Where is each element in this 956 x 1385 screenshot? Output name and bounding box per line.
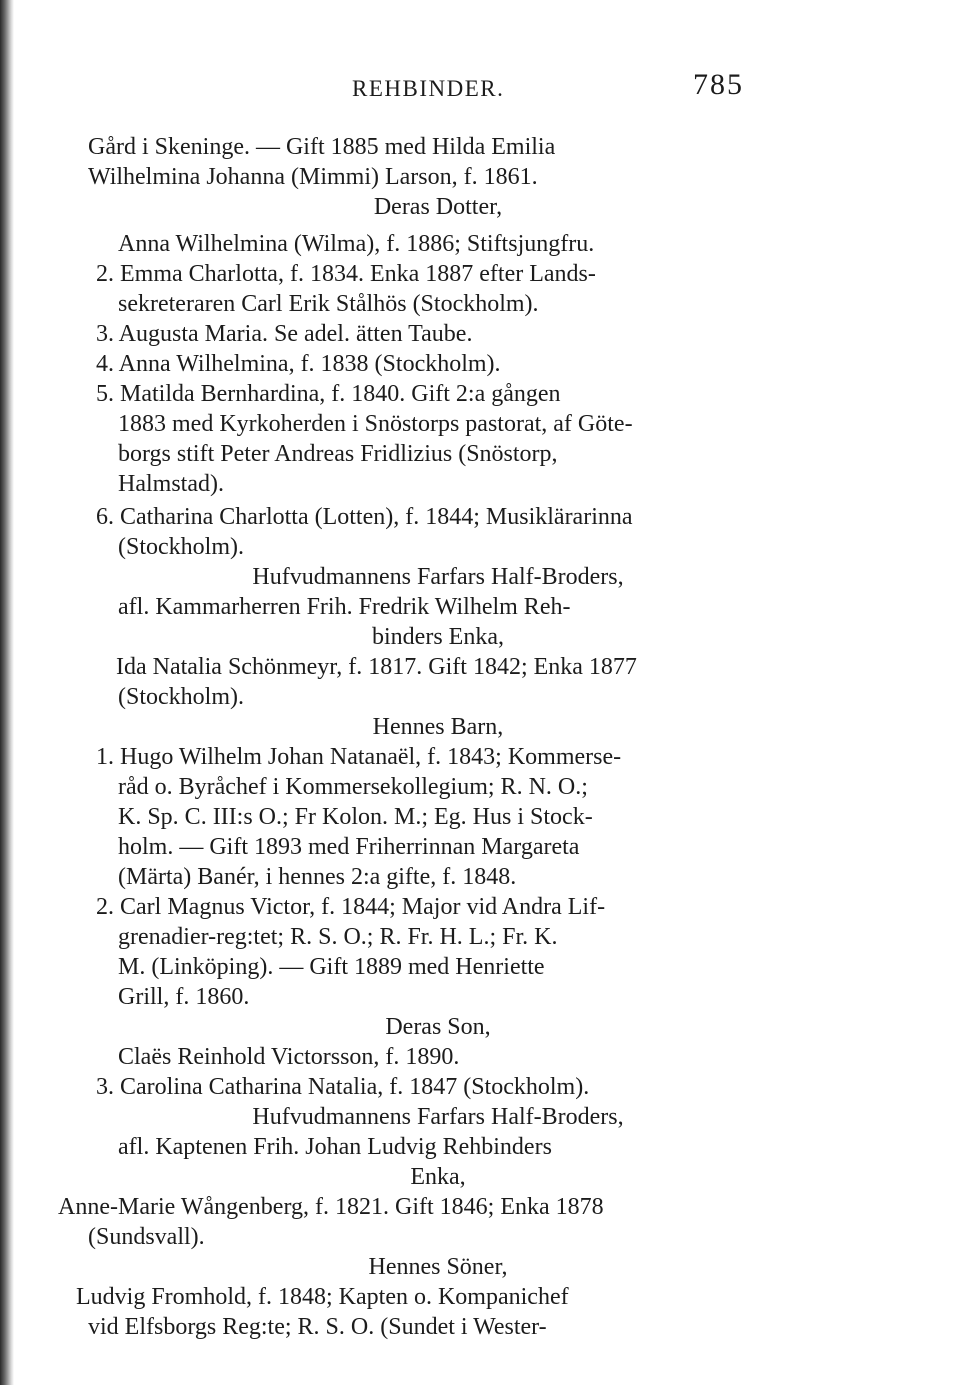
text-line: (Märta) Banér, i hennes 2:a gifte, f. 1848. <box>118 864 517 890</box>
text-line: afl. Kaptenen Frih. Johan Ludvig Rehbinders <box>118 1134 552 1160</box>
text-line: Grill, f. 1860. <box>118 984 250 1010</box>
text-line: borgs stift Peter Andreas Fridlizius (Snöstorp, <box>118 441 558 467</box>
text-line: Hufvudmannens Farfars Half-Broders, <box>252 1104 624 1130</box>
text-line: afl. Kammarherren Frih. Fredrik Wilhelm Reh- <box>118 594 571 620</box>
text-line: sekreteraren Carl Erik Stålhös (Stockholm). <box>118 291 539 317</box>
text-line: Hennes Barn, <box>372 714 504 740</box>
text-line: Ludvig Fromhold, f. 1848; Kapten o. Kompanichef <box>76 1284 569 1310</box>
text-line: 6. Catharina Charlotta (Lotten), f. 1844; Musiklärarinna <box>96 504 633 530</box>
text-line: 4. Anna Wilhelmina, f. 1838 (Stockholm). <box>96 351 501 377</box>
text-line: vid Elfsborgs Reg:te; R. S. O. (Sundet i Wester- <box>88 1314 547 1340</box>
text-line: 1. Hugo Wilhelm Johan Natanaël, f. 1843; Kommerse- <box>96 744 622 770</box>
text-line: 1883 med Kyrkoherden i Snöstorps pastorat, af Göte- <box>118 411 633 437</box>
text-line: Ida Natalia Schönmeyr, f. 1817. Gift 1842; Enka 1877 <box>116 654 637 680</box>
text-line: Deras Dotter, <box>373 194 503 220</box>
text-line: binders Enka, <box>372 624 504 650</box>
text-line: Hufvudmannens Farfars Half-Broders, <box>252 564 624 590</box>
text-line: Anne-Marie Wångenberg, f. 1821. Gift 1846; Enka 1878 <box>58 1194 604 1220</box>
page-header <box>0 68 956 108</box>
running-head: REHBINDER. <box>352 76 505 101</box>
text-line: 3. Augusta Maria. Se adel. ätten Taube. <box>96 321 473 347</box>
text-line: K. Sp. C. III:s O.; Fr Kolon. M.; Eg. Hus i Stock- <box>118 804 593 830</box>
text-line: Hennes Söner, <box>368 1254 508 1280</box>
page-binding-edge <box>0 0 14 1385</box>
text-line: Wilhelmina Johanna (Mimmi) Larson, f. 1861. <box>88 164 538 190</box>
page-number: 785 <box>693 68 744 101</box>
text-line: Enka, <box>410 1164 466 1190</box>
text-line: Halmstad). <box>118 471 224 497</box>
text-line: (Stockholm). <box>118 684 244 710</box>
text-line: Claës Reinhold Victorsson, f. 1890. <box>118 1044 460 1070</box>
text-line: 3. Carolina Catharina Natalia, f. 1847 (Stockholm). <box>96 1074 590 1100</box>
text-line: 2. Emma Charlotta, f. 1834. Enka 1887 efter Lands- <box>96 261 596 287</box>
text-line: grenadier-reg:tet; R. S. O.; R. Fr. H. L.; Fr. K. <box>118 924 558 950</box>
text-line: M. (Linköping). — Gift 1889 med Henriette <box>118 954 545 980</box>
text-line: holm. — Gift 1893 med Friherrinnan Margareta <box>118 834 580 860</box>
text-line: Anna Wilhelmina (Wilma), f. 1886; Stiftsjungfru. <box>118 231 595 257</box>
text-line: 5. Matilda Bernhardina, f. 1840. Gift 2:a gången <box>96 381 561 407</box>
text-line: Deras Son, <box>385 1014 491 1040</box>
text-line: (Stockholm). <box>118 534 244 560</box>
text-line: råd o. Byråchef i Kommersekollegium; R. N. O.; <box>118 774 588 800</box>
text-line: 2. Carl Magnus Victor, f. 1844; Major vid Andra Lif- <box>96 894 606 920</box>
text-line: Gård i Skeninge. — Gift 1885 med Hilda Emilia <box>88 134 556 160</box>
text-line: (Sundsvall). <box>88 1224 205 1250</box>
